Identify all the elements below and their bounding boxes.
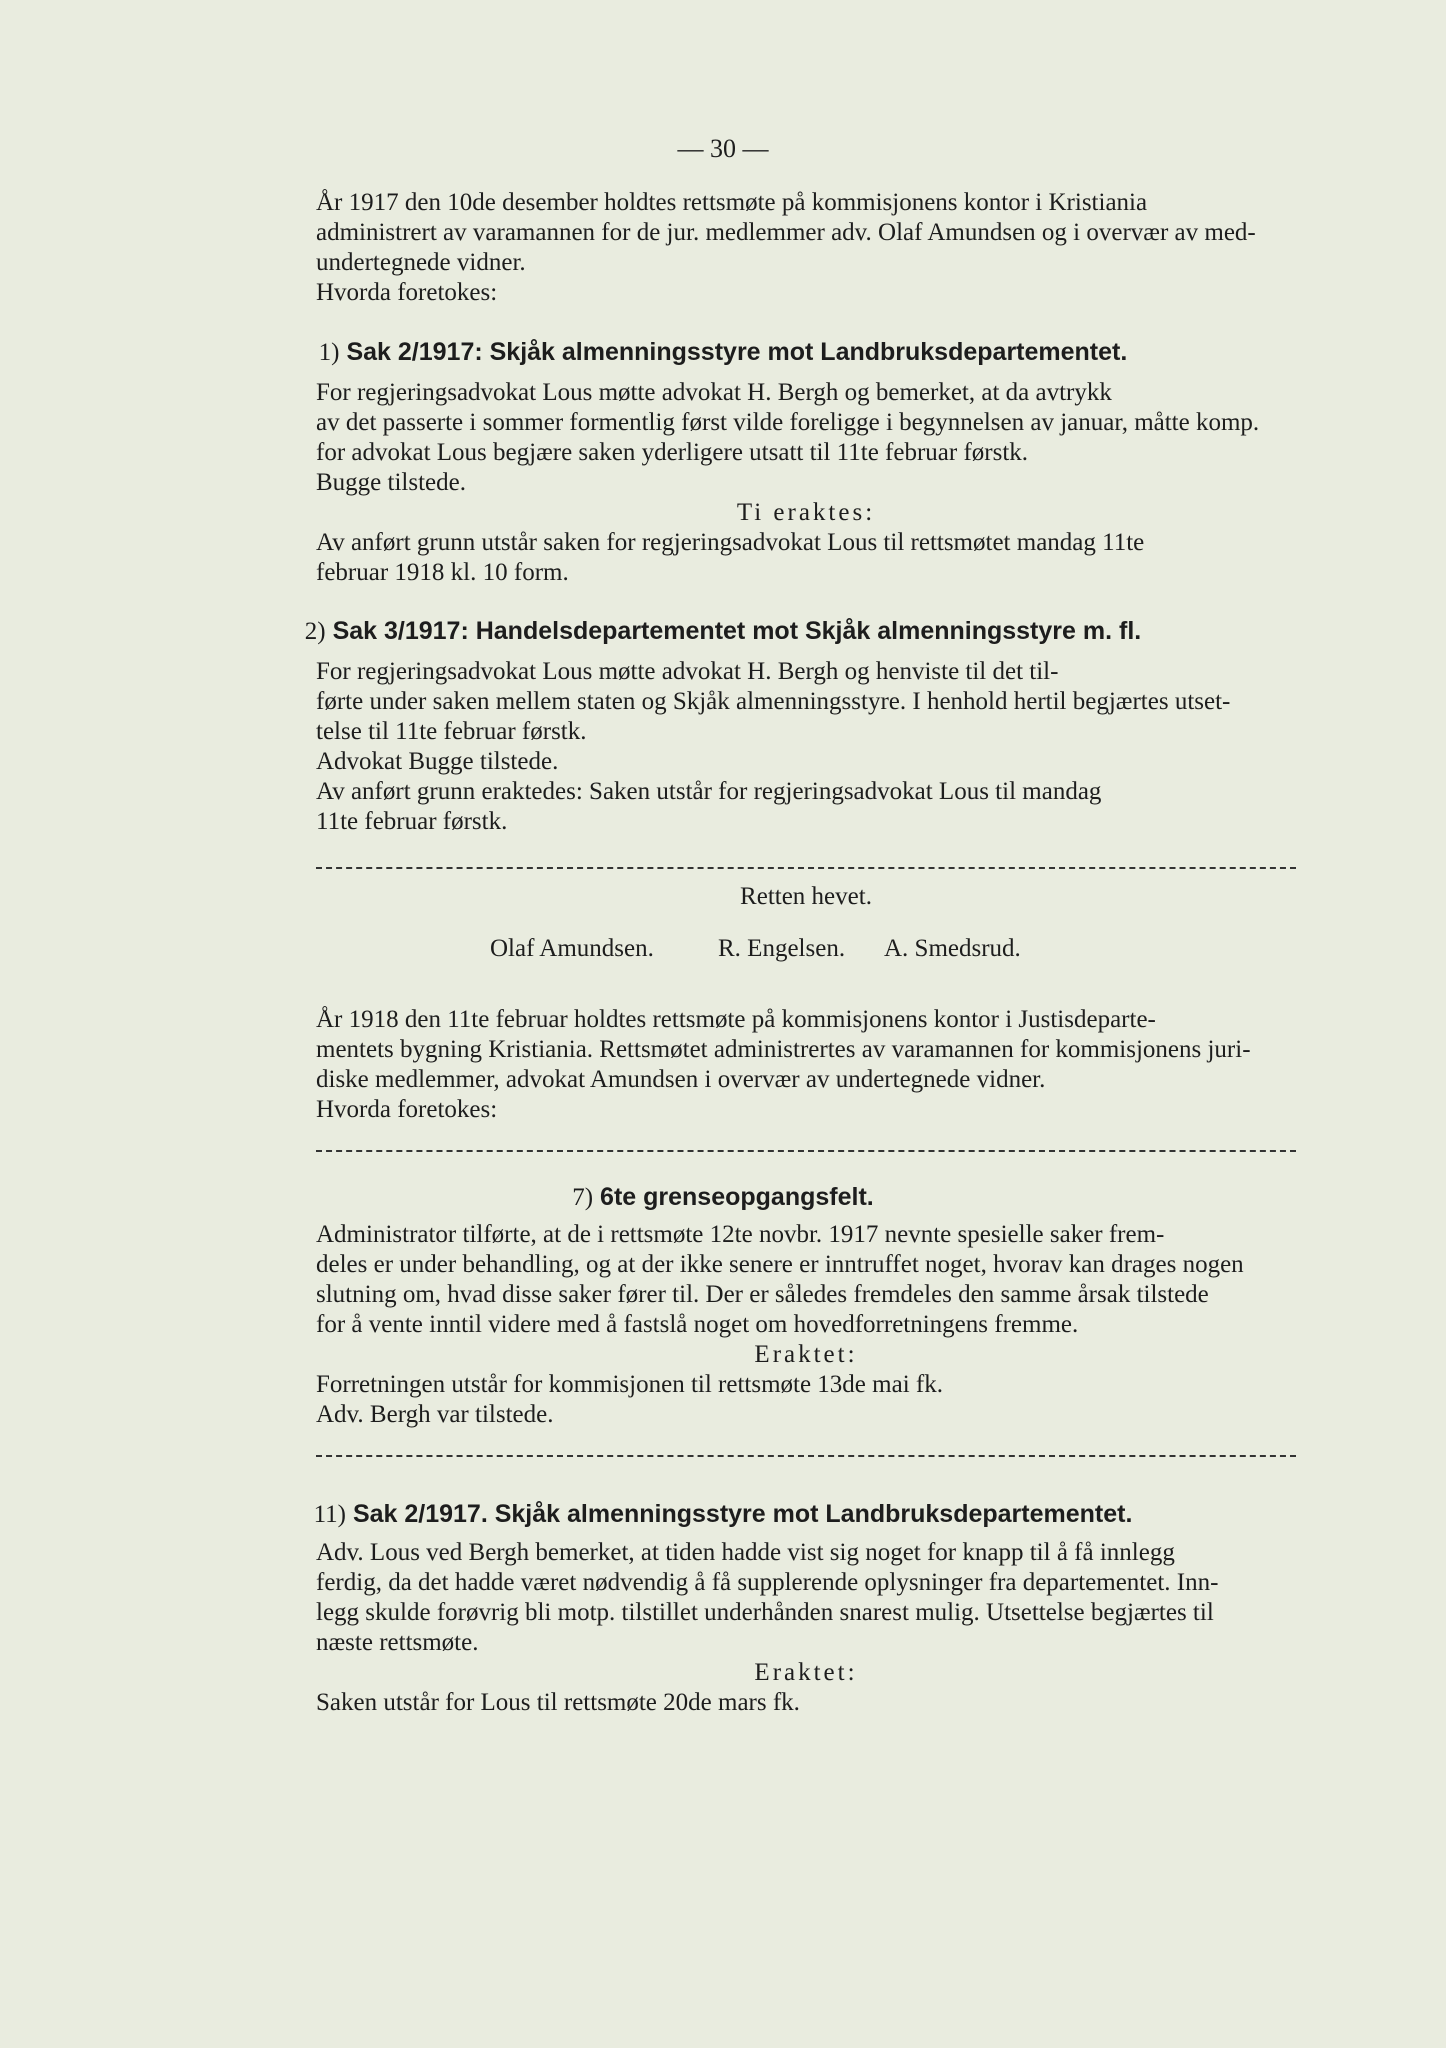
signature: R. Engelsen.	[718, 935, 846, 962]
text-line: For regjeringsadvokat Lous møtte advokat H. Bergh og bemerket, at da avtrykk	[316, 379, 1112, 406]
text-line: Forretningen utstår for kommisjonen til rettsmøte 13de mai fk.	[316, 1371, 943, 1398]
case-number: 1)	[318, 339, 340, 366]
text-line: legg skulde forøvrig bli motp. tilstillet underhånden snarest mulig. Utsettelse begjærtes til	[316, 1599, 1214, 1626]
text-line: For regjeringsadvokat Lous møtte advokat H. Bergh og henviste til det til-	[316, 658, 1059, 685]
verdict-label: Eraktet:	[754, 1659, 858, 1686]
text-line: Saken utstår for Lous til rettsmøte 20de mars fk.	[316, 1689, 800, 1716]
text-line: for å vente inntil videre med å fastslå noget om hovedforretningens fremme.	[316, 1311, 1079, 1338]
case-number: 7)	[572, 1184, 594, 1211]
text-line: deles er under behandling, og at der ikke senere er inntruffet noget, hvorav kan drages nogen	[316, 1251, 1244, 1278]
case-heading	[0, 1500, 1446, 1529]
text-line: februar 1918 kl. 10 form.	[316, 559, 569, 586]
text-line: Av anført grunn eraktedes: Saken utstår for regjeringsadvokat Lous til mandag	[316, 778, 1102, 805]
signature: Olaf Amundsen.	[490, 935, 654, 962]
case-heading	[0, 338, 1446, 367]
intro-paragraph	[316, 188, 1296, 308]
text-line: diske medlemmer, advokat Amundsen i overvær av undertegnede vidner.	[316, 1066, 1046, 1093]
text-line: førte under saken mellem staten og Skjåk almenningsstyre. I henhold hertil begjærtes utset-	[316, 688, 1231, 715]
dashed-rule	[316, 1455, 1296, 1457]
verdict-label: Ti eraktes:	[736, 499, 876, 526]
case-heading	[0, 1183, 1446, 1212]
case-body	[316, 378, 1296, 588]
page-number: — 30 —	[677, 134, 769, 163]
dashed-rule	[316, 1150, 1296, 1152]
text-line: telse til 11te februar førstk.	[316, 718, 587, 745]
session-paragraph	[316, 1005, 1296, 1125]
text-line: Advokat Bugge tilstede.	[316, 748, 559, 775]
text-line: År 1918 den 11te februar holdtes rettsmøte på kommisjonens kontor i Justisdeparte-	[316, 1006, 1156, 1033]
case-body	[316, 1220, 1296, 1430]
text-line: undertegnede vidner.	[316, 249, 526, 276]
text-line: Av anført grunn utstår saken for regjeringsadvokat Lous til rettsmøtet mandag 11te	[316, 529, 1145, 556]
case-title: Sak 2/1917. Skjåk almenningsstyre mot Landbruksdepartementet.	[352, 1500, 1133, 1528]
text-line: slutning om, hvad disse saker fører til. Der er således fremdeles den samme årsak tilstede	[316, 1281, 1209, 1308]
text-line: mentets bygning Kristiania. Rettsmøtet administrertes av varamannen for kommisjonens juri-	[316, 1036, 1251, 1063]
text-line: År 1917 den 10de desember holdtes rettsmøte på kommisjonens kontor i Kristiania	[316, 189, 1148, 216]
text-line: Hvorda foretokes:	[316, 1096, 498, 1123]
text-line: ferdig, da det hadde været nødvendig å få supplerende oplysninger fra departementet. Inn-	[316, 1569, 1219, 1596]
verdict-label: Eraktet:	[754, 1341, 858, 1368]
signature: A. Smedsrud.	[884, 935, 1021, 962]
case-body	[316, 1538, 1296, 1718]
text-line: for advokat Lous begjære saken yderligere utsatt til 11te februar førstk.	[316, 439, 1029, 466]
dashed-rule	[316, 867, 1296, 869]
text-line: administrert av varamannen for de jur. medlemmer adv. Olaf Amundsen og i overvær av med-	[316, 219, 1256, 246]
case-number: 11)	[313, 1501, 346, 1528]
text-line: Adv. Bergh var tilstede.	[316, 1401, 554, 1428]
text-line: Hvorda foretokes:	[316, 279, 498, 306]
case-body	[316, 657, 1296, 837]
case-title: 6te grenseopgangsfelt.	[600, 1183, 874, 1211]
text-line: av det passerte i sommer formentlig først vilde foreligge i begynnelsen av januar, måtte komp.	[316, 409, 1260, 436]
case-heading	[0, 617, 1446, 646]
court-adjourned: Retten hevet.	[740, 883, 872, 910]
case-number: 2)	[304, 618, 326, 645]
text-line: Administrator tilførte, at de i rettsmøte 12te novbr. 1917 nevnte spesielle saker frem-	[316, 1221, 1165, 1248]
case-title: Sak 2/1917: Skjåk almenningsstyre mot Landbruksdepartementet.	[346, 338, 1128, 366]
case-title: Sak 3/1917: Handelsdepartementet mot Skjåk almenningsstyre m. fl.	[332, 617, 1142, 645]
text-line: næste rettsmøte.	[316, 1629, 479, 1656]
text-line: Bugge tilstede.	[316, 469, 466, 496]
text-line: Adv. Lous ved Bergh bemerket, at tiden hadde vist sig noget for knapp til å få innlegg	[316, 1539, 1175, 1566]
text-line: 11te februar førstk.	[316, 808, 508, 835]
